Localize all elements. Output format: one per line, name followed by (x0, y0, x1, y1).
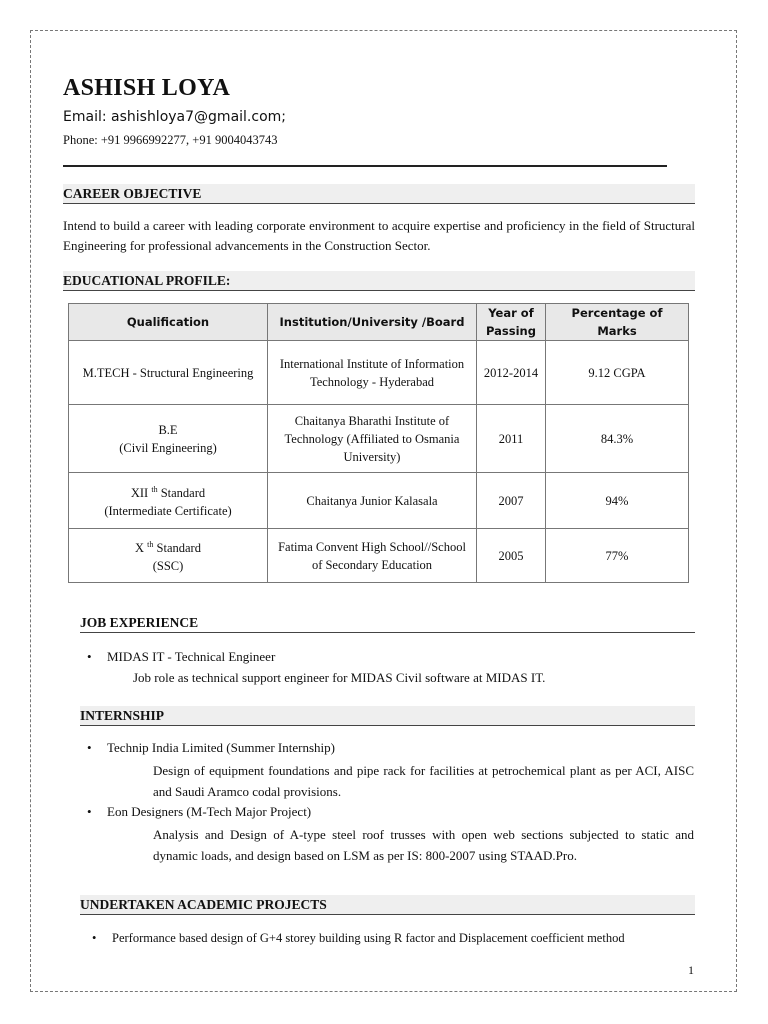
job-item: • MIDAS IT - Technical Engineer (107, 647, 275, 667)
qualification-line1: B.E (158, 422, 178, 437)
qualification-line2: (SSC) (152, 559, 184, 574)
cell-institution: Fatima Convent High School//School of Secondary Education (268, 529, 477, 583)
cell-institution: Chaitanya Junior Kalasala (268, 473, 477, 529)
internship-item: • Eon Designers (M-Tech Major Project) (107, 802, 311, 822)
section-academic-projects: UNDERTAKEN ACADEMIC PROJECTS (80, 895, 695, 915)
candidate-name: ASHISH LOYA (63, 75, 231, 101)
col-header-marks: Percentage of Marks (546, 304, 689, 341)
phone-line: Phone: +91 9966992277, +91 9004043743 (63, 133, 278, 147)
section-career-objective: CAREER OBJECTIVE (63, 184, 695, 204)
qualification-level: X (135, 541, 145, 556)
cell-qualification: M.TECH - Structural Engineering (69, 341, 268, 405)
qualification-sup: th (151, 484, 158, 494)
cell-institution: International Institute of Information Technology - Hyderabad (268, 341, 477, 405)
cell-year: 2005 (477, 529, 546, 583)
table-header-row (69, 304, 689, 341)
section-internship: INTERNSHIP (80, 706, 695, 726)
project-item: • Performance based design of G+4 storey building using R factor and Displacement coefficient method (112, 928, 625, 948)
cell-qualification (69, 529, 268, 583)
cell-year: 2011 (477, 405, 546, 473)
header-rule (63, 165, 667, 167)
col-header-qualification: Qualification (69, 304, 268, 341)
internship-item-detail: Analysis and Design of A-type steel roof trusses with open web sections subjected to static and dynamic loads, and design based on LSM as per IS: 800-2007 using STAAD.Pro. (153, 827, 694, 863)
page-number: 1 (688, 963, 694, 977)
cell-qualification (69, 405, 268, 473)
table-row (69, 341, 689, 405)
qualification-line1 (73, 536, 263, 557)
cell-marks: 77% (546, 529, 689, 583)
cell-marks: 84.3% (546, 405, 689, 473)
table-row (69, 473, 689, 529)
internship-item: • Technip India Limited (Summer Internship) (107, 738, 335, 758)
cell-year: 2007 (477, 473, 546, 529)
job-item-detail: Job role as technical support engineer for MIDAS Civil software at MIDAS IT. (133, 670, 546, 685)
email-line: Email: ashishloya7@gmail.com; (63, 109, 286, 125)
section-job-experience: JOB EXPERIENCE (80, 613, 695, 633)
cell-institution: Chaitanya Bharathi Institute of Technology (Affiliated to Osmania University) (268, 405, 477, 473)
qualification-sup: th (147, 539, 154, 549)
col-header-institution: Institution/University /Board (268, 304, 477, 341)
cell-qualification (69, 473, 268, 529)
qualification-suffix: Standard (160, 486, 206, 501)
table-row (69, 529, 689, 583)
qualification-line1 (73, 481, 263, 502)
qualification-suffix: Standard (156, 541, 201, 556)
education-table (68, 303, 689, 583)
col-header-year: Year of Passing (477, 304, 546, 341)
qualification-level: XII (130, 486, 149, 501)
internship-item-detail: Design of equipment foundations and pipe rack for facilities at petrochemical plant as per ACI, AISC and Saudi Aramco codal provisions. (153, 763, 694, 799)
cell-marks: 9.12 CGPA (546, 341, 689, 405)
qualification-line2: (Intermediate Certificate) (104, 504, 232, 519)
qualification-line2: (Civil Engineering) (119, 440, 217, 455)
table-row (69, 405, 689, 473)
section-education: EDUCATIONAL PROFILE: (63, 271, 695, 291)
cell-year: 2012-2014 (477, 341, 546, 405)
career-objective-text: Intend to build a career with leading corporate environment to acquire expertise and proficiency in the field of Structural Engineering for professional advancements in the Construction Sector. (63, 218, 695, 253)
cell-marks: 94% (546, 473, 689, 529)
